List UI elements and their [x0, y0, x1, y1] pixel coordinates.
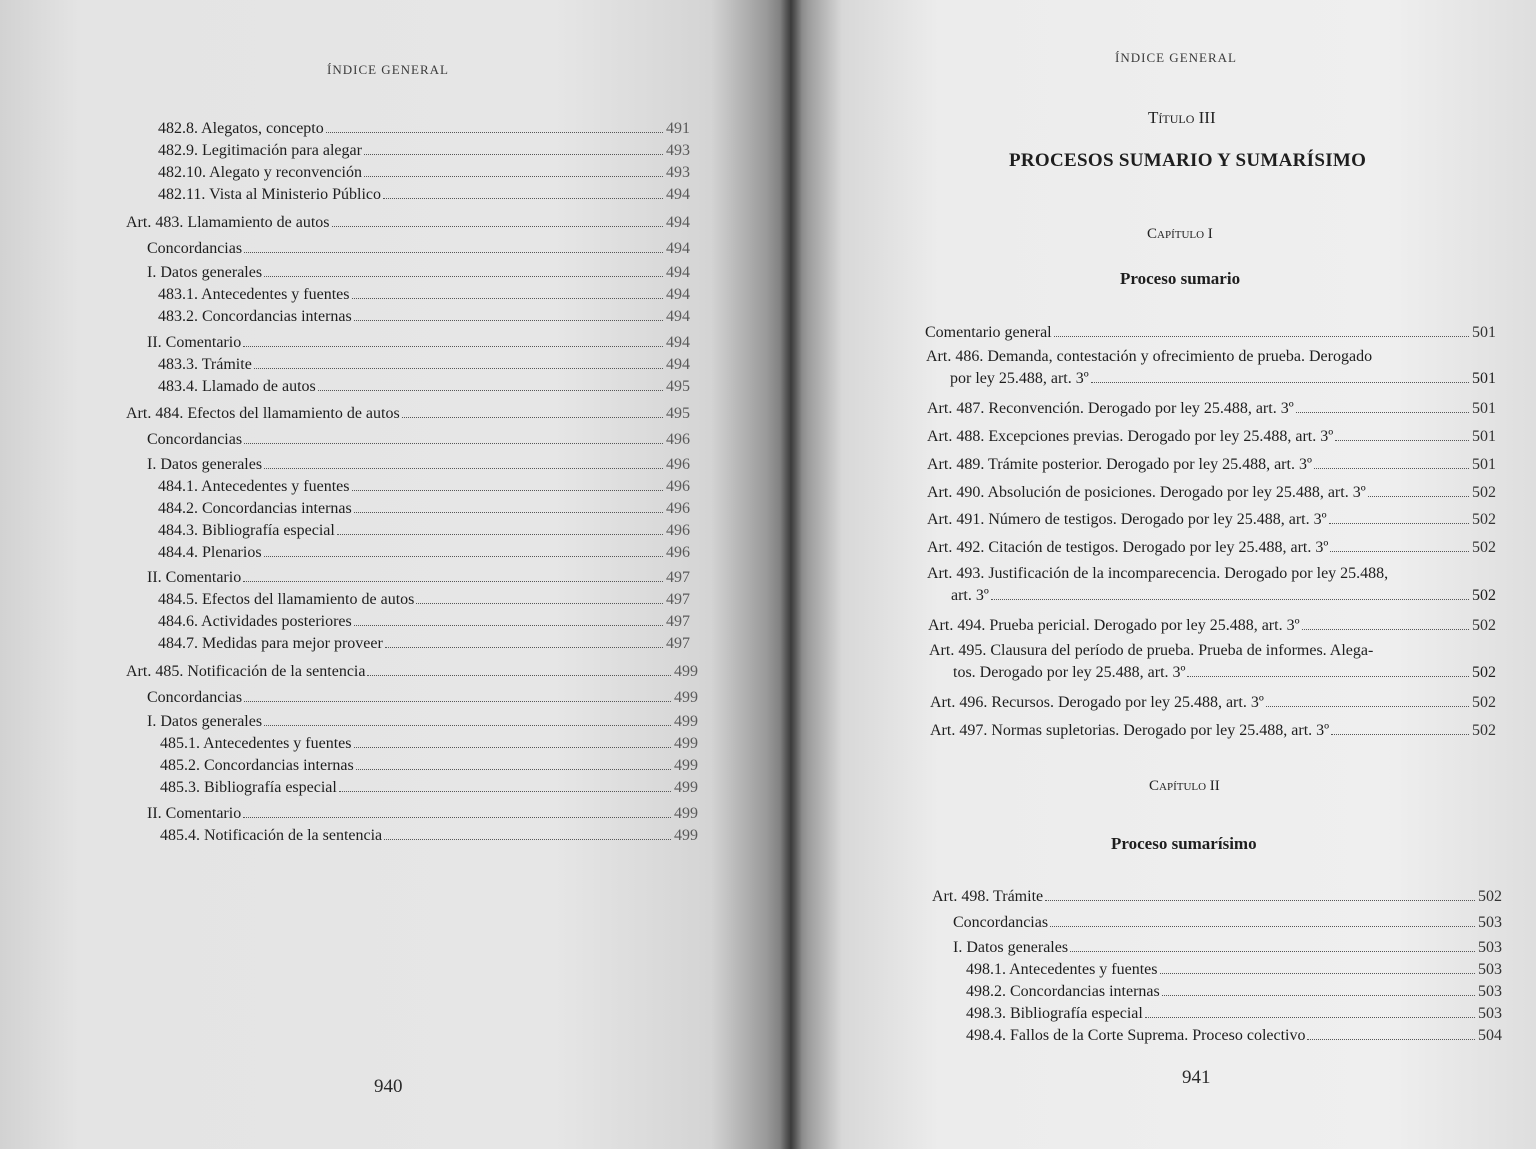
- toc-entry-multiline: Art. 486. Demanda, contestación y ofrecimiento de prueba. Derogado por ley 25.488, art. 3º 501: [926, 348, 1496, 387]
- toc-entry-multiline: Art. 493. Justificación de la incomparecencia. Derogado por ley 25.488, art. 3º 502: [927, 565, 1496, 604]
- toc-entry: 485.2. Concordancias internas 499: [160, 757, 698, 774]
- toc-entry: I. Datos generales 494: [147, 264, 690, 281]
- toc-entry: Art. 489. Trámite posterior. Derogado por ley 25.488, art. 3º 501: [927, 456, 1496, 473]
- chapter-label: Capítulo II: [1149, 778, 1220, 794]
- toc-entry: Comentario general 501: [925, 324, 1496, 341]
- toc-entry: Art. 496. Recursos. Derogado por ley 25.488, art. 3º 502: [930, 694, 1496, 711]
- left-running-head: ÍNDICE GENERAL: [327, 62, 449, 77]
- toc-entry: 483.2. Concordancias internas 494: [158, 308, 690, 325]
- toc-entry: Art. 492. Citación de testigos. Derogado por ley 25.488, art. 3º 502: [927, 539, 1496, 556]
- toc-entry: Concordancias 503: [953, 914, 1502, 931]
- toc-entry: I. Datos generales 503: [953, 939, 1502, 956]
- toc-entry-multiline: Art. 495. Clausura del período de prueba. Prueba de informes. Alega- tos. Derogado por ley 25.488, art. 3º 502: [929, 642, 1496, 681]
- toc-entry: 482.8. Alegatos, concepto 491: [158, 120, 690, 137]
- toc-entry: 484.4. Plenarios 496: [158, 544, 690, 561]
- right-page-number: 941: [1182, 1067, 1211, 1088]
- toc-entry: II. Comentario 497: [147, 569, 690, 586]
- toc-entry: Art. 487. Reconvención. Derogado por ley 25.488, art. 3º 501: [927, 400, 1496, 417]
- toc-entry: 485.1. Antecedentes y fuentes 499: [160, 735, 698, 752]
- toc-entry: 498.4. Fallos de la Corte Suprema. Proceso colectivo 504: [966, 1027, 1502, 1044]
- toc-entry: Art. 491. Número de testigos. Derogado por ley 25.488, art. 3º 502: [927, 511, 1496, 528]
- toc-entry: Art. 488. Excepciones previas. Derogado por ley 25.488, art. 3º 501: [927, 428, 1496, 445]
- toc-entry: 485.4. Notificación de la sentencia 499: [160, 827, 698, 844]
- left-page-number: 940: [374, 1076, 403, 1097]
- toc-entry: 484.1. Antecedentes y fuentes 496: [158, 478, 690, 495]
- toc-entry: I. Datos generales 496: [147, 456, 690, 473]
- toc-entry: 498.2. Concordancias internas 503: [966, 983, 1502, 1000]
- toc-article: Art. 498. Trámite 502: [932, 888, 1502, 905]
- toc-entry: 482.9. Legitimación para alegar 493: [158, 142, 690, 159]
- toc-entry: Art. 494. Prueba pericial. Derogado por ley 25.488, art. 3º 502: [928, 617, 1496, 634]
- book-gutter: [780, 0, 802, 1149]
- toc-entry: II. Comentario 494: [147, 334, 690, 351]
- toc-entry: 483.4. Llamado de autos 495: [158, 378, 690, 395]
- toc-entry: 484.5. Efectos del llamamiento de autos 497: [158, 591, 690, 608]
- toc-entry: Art. 497. Normas supletorias. Derogado por ley 25.488, art. 3º 502: [930, 722, 1496, 739]
- toc-entry: 482.11. Vista al Ministerio Público 494: [158, 186, 690, 203]
- right-running-head: ÍNDICE GENERAL: [1115, 50, 1237, 65]
- toc-entry: Art. 490. Absolución de posiciones. Derogado por ley 25.488, art. 3º 502: [927, 484, 1496, 501]
- toc-entry: II. Comentario 499: [147, 805, 698, 822]
- chapter-title: Proceso sumarísimo: [1111, 834, 1257, 853]
- toc-entry: 484.7. Medidas para mejor proveer 497: [158, 635, 690, 652]
- toc-article: Art. 485. Notificación de la sentencia 499: [126, 663, 698, 680]
- toc-entry: 498.3. Bibliografía especial 503: [966, 1005, 1502, 1022]
- chapter-label: Capítulo I: [1147, 226, 1213, 242]
- toc-entry: 483.1. Antecedentes y fuentes 494: [158, 286, 690, 303]
- toc-entry: I. Datos generales 499: [147, 713, 698, 730]
- toc-article: Art. 484. Efectos del llamamiento de autos 495: [126, 405, 690, 422]
- toc-article: Art. 483. Llamamiento de autos 494: [126, 214, 690, 231]
- toc-entry: 498.1. Antecedentes y fuentes 503: [966, 961, 1502, 978]
- right-page: [790, 0, 1536, 1149]
- chapter-title: Proceso sumario: [1120, 269, 1241, 288]
- toc-entry: 484.2. Concordancias internas 496: [158, 500, 690, 517]
- part-label: Título III: [1148, 108, 1216, 127]
- toc-entry: Concordancias 499: [147, 689, 698, 706]
- toc-entry: 483.3. Trámite 494: [158, 356, 690, 373]
- toc-entry: Concordancias 496: [147, 431, 690, 448]
- toc-entry: 485.3. Bibliografía especial 499: [160, 779, 698, 796]
- toc-entry: Concordancias 494: [147, 240, 690, 257]
- part-title: PROCESOS SUMARIO Y SUMARÍSIMO: [1009, 150, 1367, 171]
- toc-entry: 484.3. Bibliografía especial 496: [158, 522, 690, 539]
- toc-entry: 484.6. Actividades posteriores 497: [158, 613, 690, 630]
- toc-entry: 482.10. Alegato y reconvención 493: [158, 164, 690, 181]
